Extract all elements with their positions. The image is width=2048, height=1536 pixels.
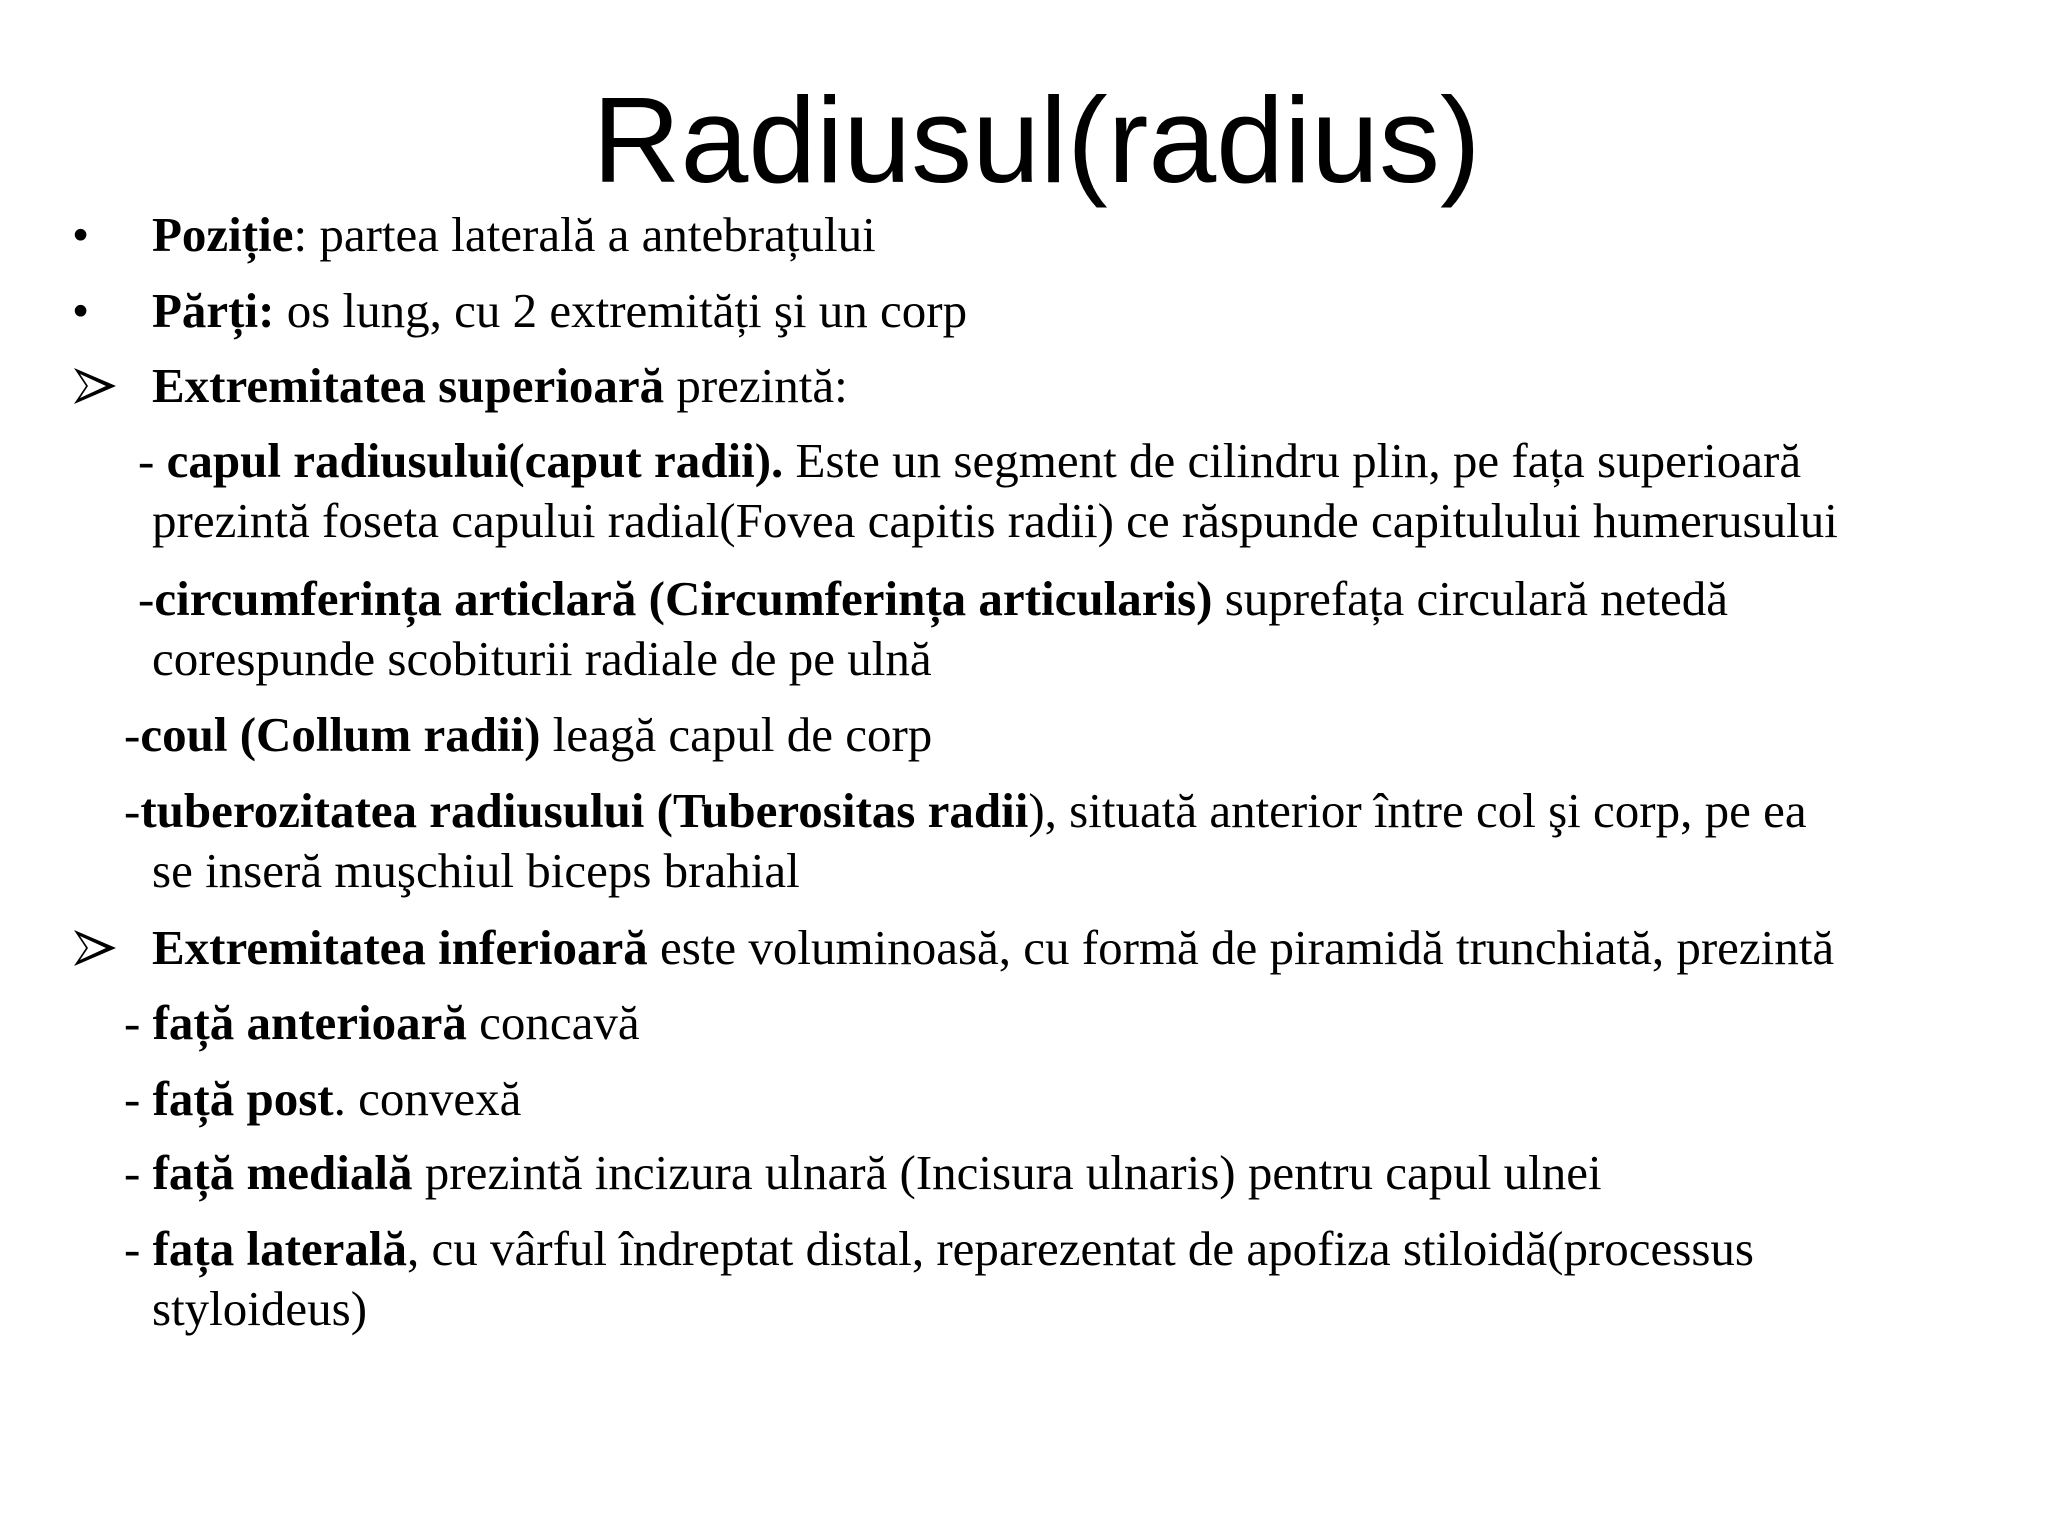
text-extremitatea-superioara: prezintă: xyxy=(664,358,848,413)
item-fata-anterioara xyxy=(124,994,640,1052)
prefix-circ: - xyxy=(138,571,155,626)
item-coul xyxy=(124,706,932,764)
label-fata-med: față medială xyxy=(152,1145,413,1200)
label-fata-lat: fața laterală xyxy=(152,1221,408,1276)
item-fata-post xyxy=(124,1070,521,1128)
item-parti xyxy=(152,282,967,340)
text-fata-ant: concavă xyxy=(466,995,640,1050)
arrow-bullet-icon xyxy=(72,928,118,968)
label-fata-ant: față anterioară xyxy=(152,995,467,1050)
text-fata-post: . convexă xyxy=(333,1071,522,1126)
item-capul-radiusului-cont: prezintă foseta capului radial(Fovea capitis radii) ce răspunde capitulului humerusului xyxy=(152,493,1838,548)
label-fata-post: față post xyxy=(152,1071,334,1126)
label-capul: capul radiusului(caput radii). xyxy=(166,433,784,488)
label-extremitatea-superioara: Extremitatea superioară xyxy=(152,358,665,413)
item-extremitatea-superioara xyxy=(152,357,848,415)
item-extremitatea-inferioara xyxy=(152,919,1834,977)
item-circumferinta-cont: corespunde scobiturii radiale de pe ulnă xyxy=(152,631,932,686)
arrow-bullet-icon xyxy=(72,366,118,406)
text-extremitatea-inferioara: este voluminoasă, cu formă de piramidă trunchiată, prezintă xyxy=(647,920,1835,975)
item-tuberozitatea xyxy=(124,782,1807,840)
prefix-fata-post: - xyxy=(124,1071,153,1126)
label-tuber: tuberozitatea radiusului (Tuberositas radii xyxy=(140,783,1029,838)
item-tuberozitatea-cont: se inseră muşchiul biceps brahial xyxy=(152,843,800,898)
text-coul: leagă capul de corp xyxy=(540,707,933,762)
text-circ: suprefața circulară netedă xyxy=(1212,571,1728,626)
slide-title: Radiusul(radius) xyxy=(592,72,1481,208)
bullet-pozitie: • xyxy=(72,207,90,262)
text-capul: Este un segment de cilindru plin, pe fața superioară xyxy=(783,433,1802,488)
item-fata-laterala-cont: styloideus) xyxy=(152,1281,368,1336)
item-fata-laterala xyxy=(124,1220,1754,1278)
prefix-tuber: - xyxy=(124,783,141,838)
item-fata-mediala xyxy=(124,1144,1602,1202)
prefix-coul: - xyxy=(124,707,141,762)
label-parti: Părți: xyxy=(152,283,275,338)
label-pozitie: Poziție xyxy=(152,207,294,262)
prefix-fata-med: - xyxy=(124,1145,153,1200)
text-tuber: ), situată anterior între col şi corp, pe ea xyxy=(1028,783,1807,838)
label-coul: coul (Collum radii) xyxy=(140,707,541,762)
text-fata-med: prezintă incizura ulnară (Incisura ulnaris) pentru capul ulnei xyxy=(412,1145,1602,1200)
label-extremitatea-inferioara: Extremitatea inferioară xyxy=(152,920,648,975)
text-fata-lat: , cu vârful îndreptat distal, reparezentat de apofiza stiloidă(processus xyxy=(407,1221,1754,1276)
prefix-capul: - xyxy=(138,433,167,488)
item-circumferinta xyxy=(138,570,1728,628)
text-pozitie: : partea laterală a antebrațului xyxy=(293,207,876,262)
text-parti: os lung, cu 2 extremități şi un corp xyxy=(274,283,968,338)
item-capul-radiusului xyxy=(138,432,1801,490)
prefix-fata-ant: - xyxy=(124,995,153,1050)
bullet-parti: • xyxy=(72,283,90,338)
prefix-fata-lat: - xyxy=(124,1221,153,1276)
item-pozitie xyxy=(152,206,876,264)
label-circ: circumferința articlară (Circumferința articularis) xyxy=(154,571,1213,626)
